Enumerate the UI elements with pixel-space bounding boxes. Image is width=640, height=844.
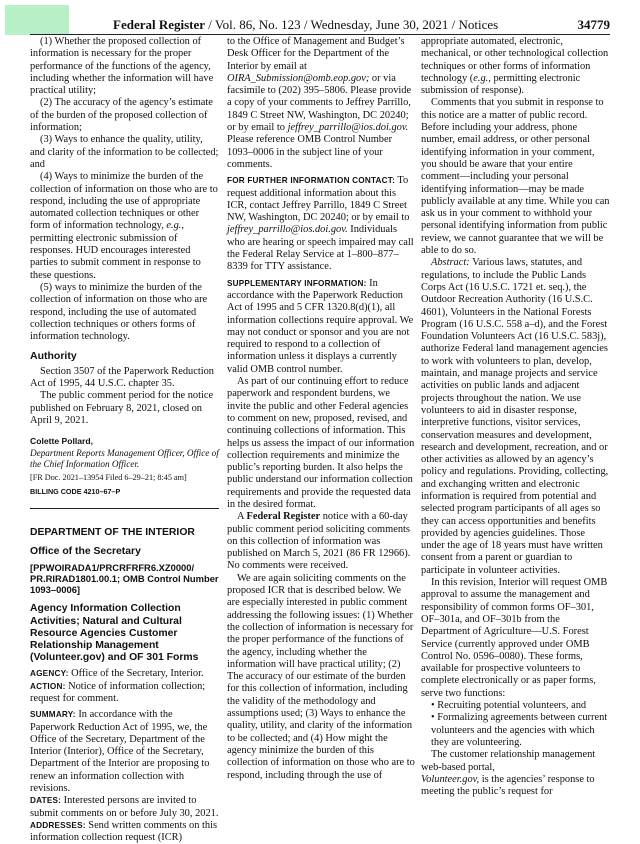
italic-text: e.g., — [473, 72, 491, 84]
billing-code: BILLING CODE 4210–67–P — [30, 486, 121, 496]
column-2 — [227, 36, 416, 782]
paragraph — [30, 171, 219, 282]
supplementary-paragraph — [227, 278, 416, 376]
paragraph: We are again soliciting comments on the proposed ICR that is described below. We are especially interested in public comment addressing the following issues: (1) Whether the collection of information is necessary for the proper performance of the functions of the agency, including whether the information will have practical utility; (2) The accuracy of our estimate of the burden for this collection of information, including the validity of the methodology and assumptions used; (3) Ways to enhance the quality, utility, and clarity of the information to be collected; and (4) How might the agency minimize the burden of this collection of information on those who are to respond, including through the use of — [227, 572, 415, 781]
paragraph: As part of our continuing effort to reduce paperwork and respondent burdens, we invite the public and other Federal agencies to comment on new, proposed, revised, and continuing collections of information. This helps us assess the impact of our information collection requirements and minimize the public’s reporting burden. It also helps the public understand our information collection requirements and provide the requested data in the desired format. — [227, 376, 415, 510]
paragraph: (2) The accuracy of the agency’s estimate of the burden of the proposed collection of information; — [30, 97, 213, 134]
text-run: Interested persons are invited to submit comments on or before July 30, 2021. — [30, 795, 219, 819]
signer-title: Department Reports Management Officer, Office of the Chief Information Officer. — [30, 447, 219, 469]
addresses-paragraph — [30, 820, 219, 844]
divider — [30, 508, 219, 509]
paragraph: (3) Ways to enhance the quality, utility, and clarity of the information to be collected; and — [30, 134, 219, 170]
italic-text: Volunteer.gov, — [421, 773, 480, 785]
document-title: Agency Information Collection Activities; Natural and Cultural Resource Agencies Customer Relationship Management (Volunteer.gov) and OF 301 Forms — [30, 603, 199, 664]
running-head — [113, 17, 498, 33]
text-run: (4) Ways to minimize the burden of the collection of information on those who are to respond, including the use of appropriate automated collection techniques or other form of information technology, — [30, 171, 218, 232]
signer-name: Colette Pollard, — [30, 436, 94, 447]
addresses-label: ADDRESSES: — [30, 820, 86, 830]
text-run: Notice of information collection; request for comment. — [30, 680, 206, 704]
text-run: Send written comments on this information collection request (ICR) — [30, 819, 218, 844]
paragraph: Section 3507 of the Paperwork Reduction Act of 1995, 44 U.S.C. chapter 35. — [30, 365, 215, 390]
paragraph: The customer relationship management web-based portal, — [421, 749, 596, 773]
agency-label: AGENCY: — [30, 669, 69, 679]
text-run: A — [237, 511, 247, 523]
list-item: • Formalizing agreements between current volunteers and the agencies with which they are volunteering. — [431, 712, 608, 748]
action-label: ACTION: — [30, 681, 66, 691]
summary-paragraph — [30, 709, 219, 795]
text-run: In accordance with the Paperwork Reduction Act of 1995 and 5 CFR 1320.8(d)(1), all information collections require approval. We may not conduct or sponsor and you are not required to respond to a collection of information unless it displays a currently valid OMB control number. — [227, 277, 414, 375]
abstract-paragraph — [421, 257, 610, 577]
text-run: to the Office of Management and Budget’s Desk Officer for the Department of the Interior by email at — [227, 36, 405, 72]
page-number: 34779 — [577, 17, 610, 32]
italic-text: e.g. — [166, 220, 182, 232]
paragraph — [227, 36, 416, 171]
docket-number: [PPWOIRADA1/PRCRFRFR6.XZ0000/ PR.RIRAD1801.00.1; OMB Control Number 1093–0006] — [30, 561, 219, 596]
text-run: , permitting electronic submission of responses. HUD encourages interested parties to submit comment in response to these questions. — [30, 220, 201, 281]
bold-text: Federal Register — [246, 511, 321, 523]
dates-label: DATES: — [30, 796, 62, 806]
paragraph: (1) Whether the proposed collection of information is necessary for the proper performance of the functions of the agency, including whether the information will have practical utility; — [30, 36, 214, 97]
agency-line — [30, 668, 219, 680]
supplementary-label: SUPPLEMENTARY INFORMATION: — [227, 278, 367, 288]
email-link[interactable]: jeffrey_parrillo@ios.doi.gov. — [287, 122, 409, 134]
text-run: is the agencies’ response to meeting the public’s request for — [421, 773, 595, 798]
list-item: • Recruiting potential volunteers, and — [431, 700, 587, 712]
department-heading: DEPARTMENT OF THE INTERIOR — [30, 527, 195, 539]
abstract-label: Abstract: — [431, 257, 470, 269]
office-heading: Office of the Secretary — [30, 546, 141, 558]
contact-paragraph — [227, 175, 416, 273]
text-run: notice with a 60-day public comment period soliciting comments on this collection of information was published on March 5, 2021 (86 FR 12966). No comments were received. — [227, 511, 411, 572]
paragraph — [421, 36, 610, 97]
text-run: In accordance with the Paperwork Reduction Act of 1995, we, the Office of the Secretary, Department of the Interior (Interior), Office of the Secretary, Department of the Interior are proposing to renew an information collection with revisions. — [30, 709, 210, 794]
text-run: Office of the Secretary, Interior. — [68, 668, 204, 680]
column-3 — [421, 36, 610, 798]
text-run: appropriate automated, electronic, mechanical, or other technological collection techniques or other forms of information technology ( — [421, 36, 609, 84]
text-run: Please reference OMB Control Number 1093–0006 in the subject line of your comments. — [227, 134, 393, 170]
text-run: Various laws, statutes, and regulations, to include the Public Lands Corps Act (16 U.S.C. 1721 et. seq.), the Outdoor Recreation Authority (16 U.S.C. 4601), Volunteers in the National Forests Program (16 U.S.C. 558 a–d), and the Forest Foundation Volunteers Act (16 U.S.C. 583j), authorize Federal land management agencies to work with volunteers to plan, develop, maintain, and manage projects and service activities on public lands and adjacent projects throughout the nation. We use volunteers to aid in disaster response, interpretive functions, visitor services, conservation measures and development, research and development, recreation, and or other activities as allowed by an agency’s policy and regulations. Providing, collecting, and exchanging written and electronic information is required from potential and selected program participants of all ages so they can access opportunities and benefits provided by agencies guidelines. Those under the age of 18 years must have written consent from a parent or guardian to participate in volunteer activities. — [421, 257, 609, 576]
summary-label: SUMMARY: — [30, 710, 76, 720]
paragraph: The public comment period for the notice published on February 8, 2021, closed on April 9, 2021. — [30, 390, 214, 426]
text-run: To request additional information about this ICR, contact Jeffrey Parrillo, 1849 C Street NW, Washington, DC 20240; or by email to — [227, 175, 410, 224]
paragraph: (5) ways to minimize the burden of the collection of information on those who are respond, including the use of automated collection techniques or others forms of information technology. — [30, 281, 208, 343]
paragraph: In this revision, Interior will request OMB approval to assume the management and responsibility of common forms OF–301, OF–301a, and OF–301b from the Department of Agriculture—U.S. Forest Service (currently approved under OMB Control No. 0596–0080). These forms, available for prospective volunteers to complete electronically or as paper forms, serve two functions: — [421, 577, 608, 699]
dates-paragraph — [30, 795, 219, 820]
paragraph — [227, 511, 416, 572]
page-header — [30, 10, 610, 35]
column-1 — [30, 36, 219, 844]
contact-label: FOR FURTHER INFORMATION CONTACT: — [227, 176, 396, 186]
fr-doc-line: [FR Doc. 2021–13954 Filed 6–29–21; 8:45 am] — [30, 472, 187, 482]
issue-details: / Vol. 86, No. 123 / Wednesday, June 30, 2021 / Notices — [205, 17, 499, 32]
action-line — [30, 681, 219, 706]
text-run: Individuals who are hearing or speech impaired may call the Federal Relay Service at 1–800–877–8339 for TTY assistance. — [227, 224, 414, 273]
journal-name: Federal Register — [113, 17, 206, 32]
email-link[interactable]: jeffrey_parrillo@ios.doi.gov. — [227, 224, 348, 236]
text-run: permitting electronic submission of response). — [421, 72, 581, 97]
authority-heading: Authority — [30, 350, 77, 363]
email-link[interactable]: OIRA_Submission@omb.eop.gov; — [227, 72, 370, 84]
text-run: or via facsimile to (202) 395–5806. Please provide a copy of your comments to Jeffrey Parrillo, 1849 C Street NW, Washington, DC 20240; or by email to — [227, 72, 412, 134]
paragraph: Comments that you submit in response to this notice are a matter of public record. Before including your address, phone number, email address, or other personal identifying information in your comment, you should be aware that your entire comment—including your personal identifying information—may be made publicly available at any time. While you can ask us in your comment to withhold your personal identifying information from public review, we cannot guarantee that we will be able to do so. — [421, 97, 610, 257]
paragraph — [421, 774, 610, 799]
